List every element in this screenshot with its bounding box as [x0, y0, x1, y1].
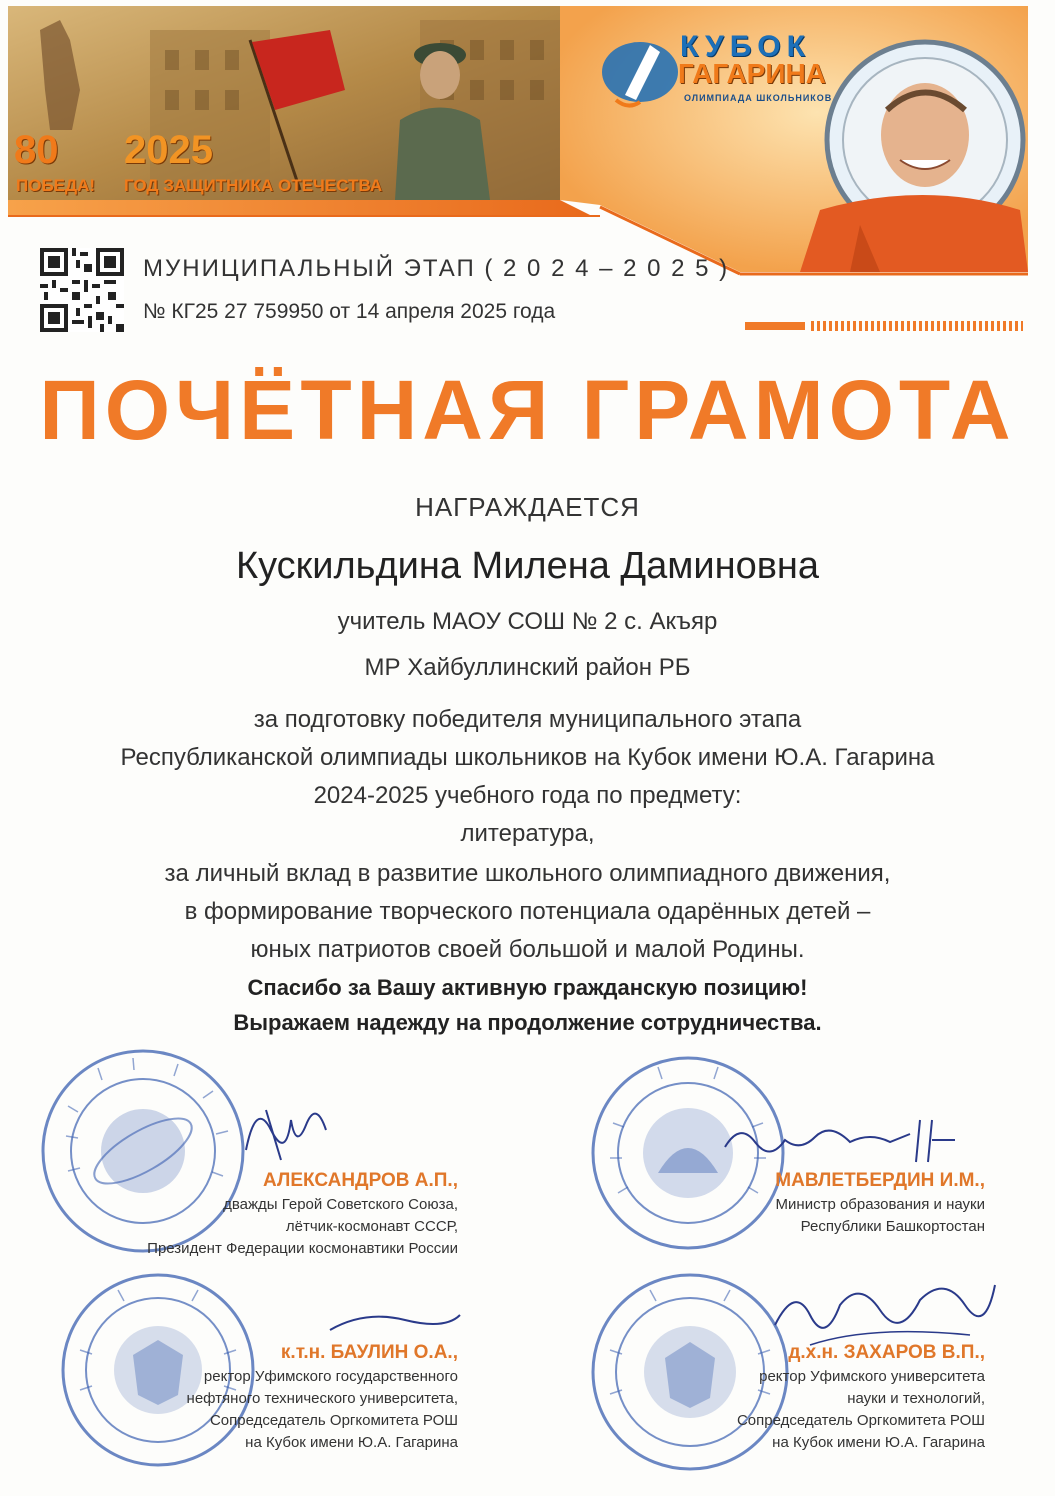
- header-banner: [0, 0, 1055, 280]
- qr-code: [40, 248, 124, 332]
- reason-line: Республиканской олимпиады школьников на Кубок имени Ю.А. Гагарина: [120, 744, 935, 771]
- recipient-position: учитель МАОУ СОШ № 2 с. Акъяр: [337, 608, 718, 635]
- signatory-role-line: Сопредседатель Оргкомитета РОШ: [209, 1412, 458, 1429]
- certificate-number: № КГ25 27 759950 от 14 апреля 2025 года: [143, 300, 556, 323]
- signatory-role-line: Президент Федерации космонавтики России: [147, 1240, 458, 1257]
- signature-mavletberdin: [720, 1112, 960, 1172]
- signatory-name: к.т.н. БАУЛИН О.А.,: [280, 1342, 458, 1363]
- reason-line: 2024-2025 учебного года по предмету:: [313, 782, 742, 809]
- signatory-role: [187, 1366, 458, 1454]
- signatory-role-line: Министр образования и науки: [775, 1196, 985, 1213]
- signatory-role-line: нефтяного технического университета,: [186, 1390, 458, 1407]
- cup-word: КУБОК: [680, 30, 811, 63]
- cup-name: ГАГАРИНА: [678, 58, 826, 89]
- year-label: ГОД ЗАЩИТНИКА ОТЕЧЕСТВА: [124, 176, 383, 195]
- reason-line: за личный вклад в развитие школьного олимпиадного движения,: [164, 860, 891, 887]
- signatory-role-line: лётчик-космонавт СССР,: [285, 1218, 458, 1235]
- signatory-role-line: дважды Герой Советского Союза,: [223, 1196, 458, 1213]
- stage-label: МУНИЦИПАЛЬНЫЙ ЭТАП ( 2 0 2 4 – 2 0 2 5 ): [143, 255, 730, 282]
- year-number: 2025: [124, 128, 213, 172]
- reason-subject: литература,: [460, 820, 595, 847]
- signatory-role-line: Сопредседатель Оргкомитета РОШ: [736, 1412, 985, 1429]
- thanks-line: Спасибо за Вашу активную гражданскую позицию!: [247, 975, 808, 1000]
- signatory-role: [147, 1194, 458, 1260]
- signatory-name: МАВЛЕТБЕРДИН И.М.,: [775, 1170, 985, 1191]
- document-title: ПОЧЁТНАЯ ГРАМОТА: [39, 363, 1016, 457]
- signatory-role-line: на Кубок имени Ю.А. Гагарина: [245, 1434, 458, 1451]
- recipient-district: МР Хайбуллинский район РБ: [364, 654, 691, 681]
- recipient-name: Кускильдина Милена Даминовна: [235, 545, 820, 587]
- reason-line: за подготовку победителя муниципального этапа: [253, 706, 802, 733]
- reason-line: в формирование творческого потенциала одарённых детей –: [184, 898, 871, 925]
- signatory-role-line: ректор Уфимского государственного: [203, 1368, 458, 1385]
- signatory-role-line: Республики Башкортостан: [800, 1218, 985, 1235]
- signatory-name: АЛЕКСАНДРОВ А.П.,: [263, 1170, 458, 1191]
- victory-label: ПОБЕДА!: [16, 176, 96, 195]
- reason-line: юных патриотов своей большой и малой Родины.: [250, 936, 805, 963]
- cup-subtitle: ОЛИМПИАДА ШКОЛЬНИКОВ: [684, 93, 833, 103]
- signatory-role: [776, 1194, 985, 1238]
- signature-baulin: [325, 1300, 465, 1340]
- signatory-role-line: на Кубок имени Ю.А. Гагарина: [772, 1434, 985, 1451]
- victory-number: 80: [14, 128, 59, 172]
- decorative-ticks: [745, 320, 1023, 332]
- signatory-role-line: науки и технологий,: [847, 1390, 985, 1407]
- signatory-role-line: ректор Уфимского университета: [759, 1368, 985, 1385]
- signature-aleksandrov: [236, 1090, 336, 1170]
- signatory-role: [737, 1366, 985, 1454]
- signatory-name: д.х.н. ЗАХАРОВ В.П.,: [788, 1342, 985, 1363]
- hope-line: Выражаем надежду на продолжение сотрудничества.: [233, 1010, 822, 1035]
- awarded-label: НАГРАЖДАЕТСЯ: [415, 492, 640, 522]
